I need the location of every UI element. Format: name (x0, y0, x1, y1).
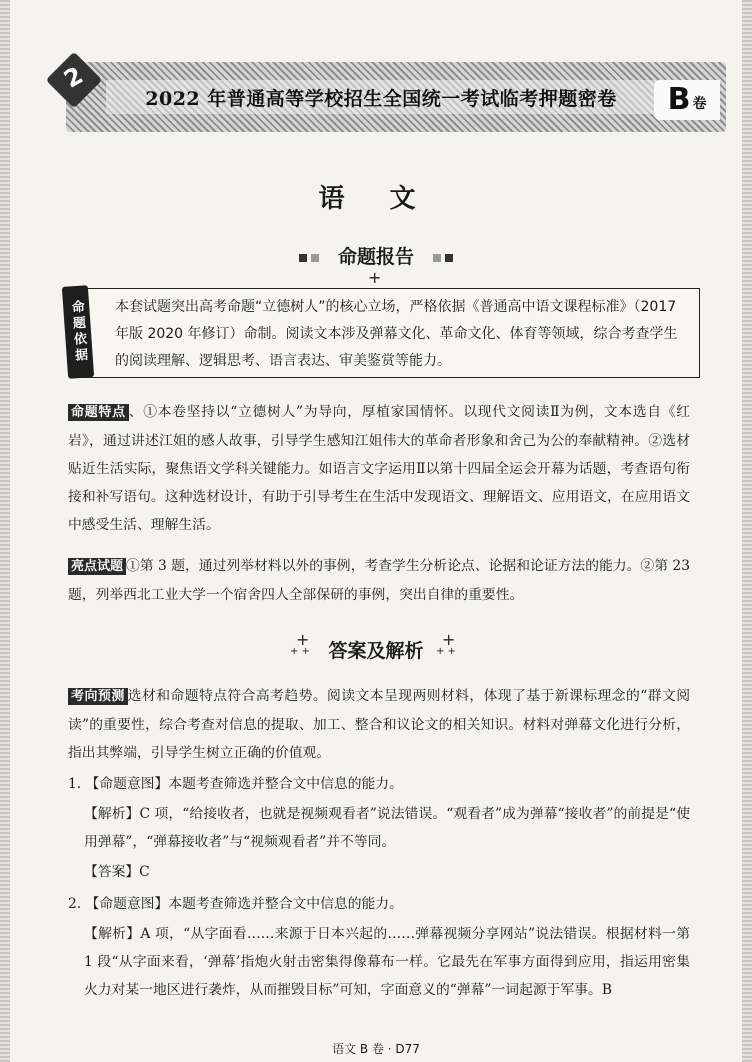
volume-letter: B (667, 82, 691, 117)
basis-tag: 命题依据 (62, 285, 94, 379)
report-heading: 命题报告 (337, 246, 414, 268)
features-text: ①本卷坚持以“立德树人”为导向，厚植家国情怀。以现代文阅读Ⅱ为例，文本选自《红岩》，通过讲述江姐的感人故事，引导学生感知江姐伟大的革命者形象和舍己为公的奉献精神。②选材贴近生活实际，聚焦语文学科关键能力。如语言文字运用Ⅱ以第十四届全运会开幕为话题，考查语句衔接和补写语句。这种选材设计，有助于引导考生在生活中发现语文、理解语文、应用语文，在应用语文中感受生活、理解生活。 (68, 404, 690, 533)
decor-plus-icon: + (368, 268, 382, 287)
q1-analysis: 【解析】C 项，“给接收者，也就是视频观看者”说法错误。“观看者”成为弹幕“接收者”的前提是“使用弹幕”，“弹幕接收者”与“视频观看者”并不等同。 (84, 806, 690, 850)
subject-title: 语 文 (318, 184, 434, 214)
decor-square-icon (299, 254, 307, 262)
volume-suffix: 卷 (692, 96, 707, 112)
decor-plus-icon: + (442, 630, 456, 649)
trend-tag: 考向预测 (68, 688, 128, 705)
q1-answer: 【答案】C (84, 864, 150, 880)
q2-analysis: 【解析】A 项，“从字面看……来源于日本兴起的……弹幕视频分享网站”说法错误。根据材料一第 1 段“从字面来看，‘弹幕’指炮火射击密集得像幕布一样。它最先在军事方面得到应用，指运用密集火力对某一地区进行袭炸，从而摧毁目标”可知，字面意义的“弹幕”一词起源于军事。B (84, 926, 690, 998)
features-paragraph: 命题特点 、①本卷坚持以“立德树人”为导向，厚植家国情怀。以现代文阅读Ⅱ为例，文本选自《红岩》，通过讲述江姐的感人故事，引导学生感知江姐伟大的革命者形象和舍己为公的奉献精神。②选材贴近生活实际，聚焦语文学科关键能力。如语言文字运用Ⅱ以第十四届全运会开幕为话题，考查语句衔接和补写语句。这种选材设计，有助于引导考生在生活中发现语文、理解语文、应用语文，在应用语文中感受生活、理解生活。 (68, 404, 690, 533)
q1-intent: 1. 【命题意图】本题考查筛选并整合文中信息的能力。 (68, 776, 403, 792)
page-edge-left (0, 0, 10, 1062)
basis-box (70, 288, 700, 378)
decor-plus-icon: + (296, 630, 310, 649)
report-heading-row (0, 242, 752, 269)
features-tag: 命题特点 (68, 404, 129, 421)
q2-intent: 2. 【命题意图】本题考查筛选并整合文中信息的能力。 (68, 896, 403, 912)
decor-plus-icon: + + (290, 646, 310, 657)
decor-plus-icon: + + (436, 646, 456, 657)
page-footer: 语文 B 卷 · D77 (332, 1042, 420, 1056)
header-banner (66, 62, 726, 132)
trend-text: 选材和命题特点符合高考趋势。阅读文本呈现两则材料，体现了基于新课标理念的“群文阅读”的重要性，综合考查对信息的提取、加工、整合和议论文的相关知识。材料对弹幕文化进行分析，指出其弊端，引导学生树立正确的价值观。 (68, 688, 690, 761)
edition-number: 2 (59, 61, 88, 94)
decor-square-icon (433, 254, 441, 262)
decor-square-icon (311, 254, 319, 262)
highlights-text: ①第 3 题，通过列举材料以外的事例，考查学生分析论点、论据和论证方法的能力。②第 23 题，列举西北工业大学一个宿舍四人全部保研的事例，突出自律的重要性。 (68, 558, 690, 603)
banner-title: 2022 年普通高等学校招生全国统一考试临考押题密卷 (145, 87, 617, 110)
volume-tag (654, 80, 720, 120)
decor-square-icon (445, 254, 453, 262)
highlights-paragraph (68, 552, 690, 609)
trend-paragraph (68, 682, 690, 767)
answers-heading: 答案及解析 (328, 640, 424, 662)
basis-text: 本套试题突出高考命题“立德树人”的核心立场，严格依据《普通高中语文课程标准》（2017 年版 2020 年修订）命制。阅读文本涉及弹幕文化、革命文化、体育等领域，综合考查学生的阅读理解、逻辑思考、语言表达、审美鉴赏等能力。 (115, 299, 678, 369)
page-edge-right (742, 0, 752, 1062)
highlights-tag: 亮点试题 (68, 558, 126, 575)
